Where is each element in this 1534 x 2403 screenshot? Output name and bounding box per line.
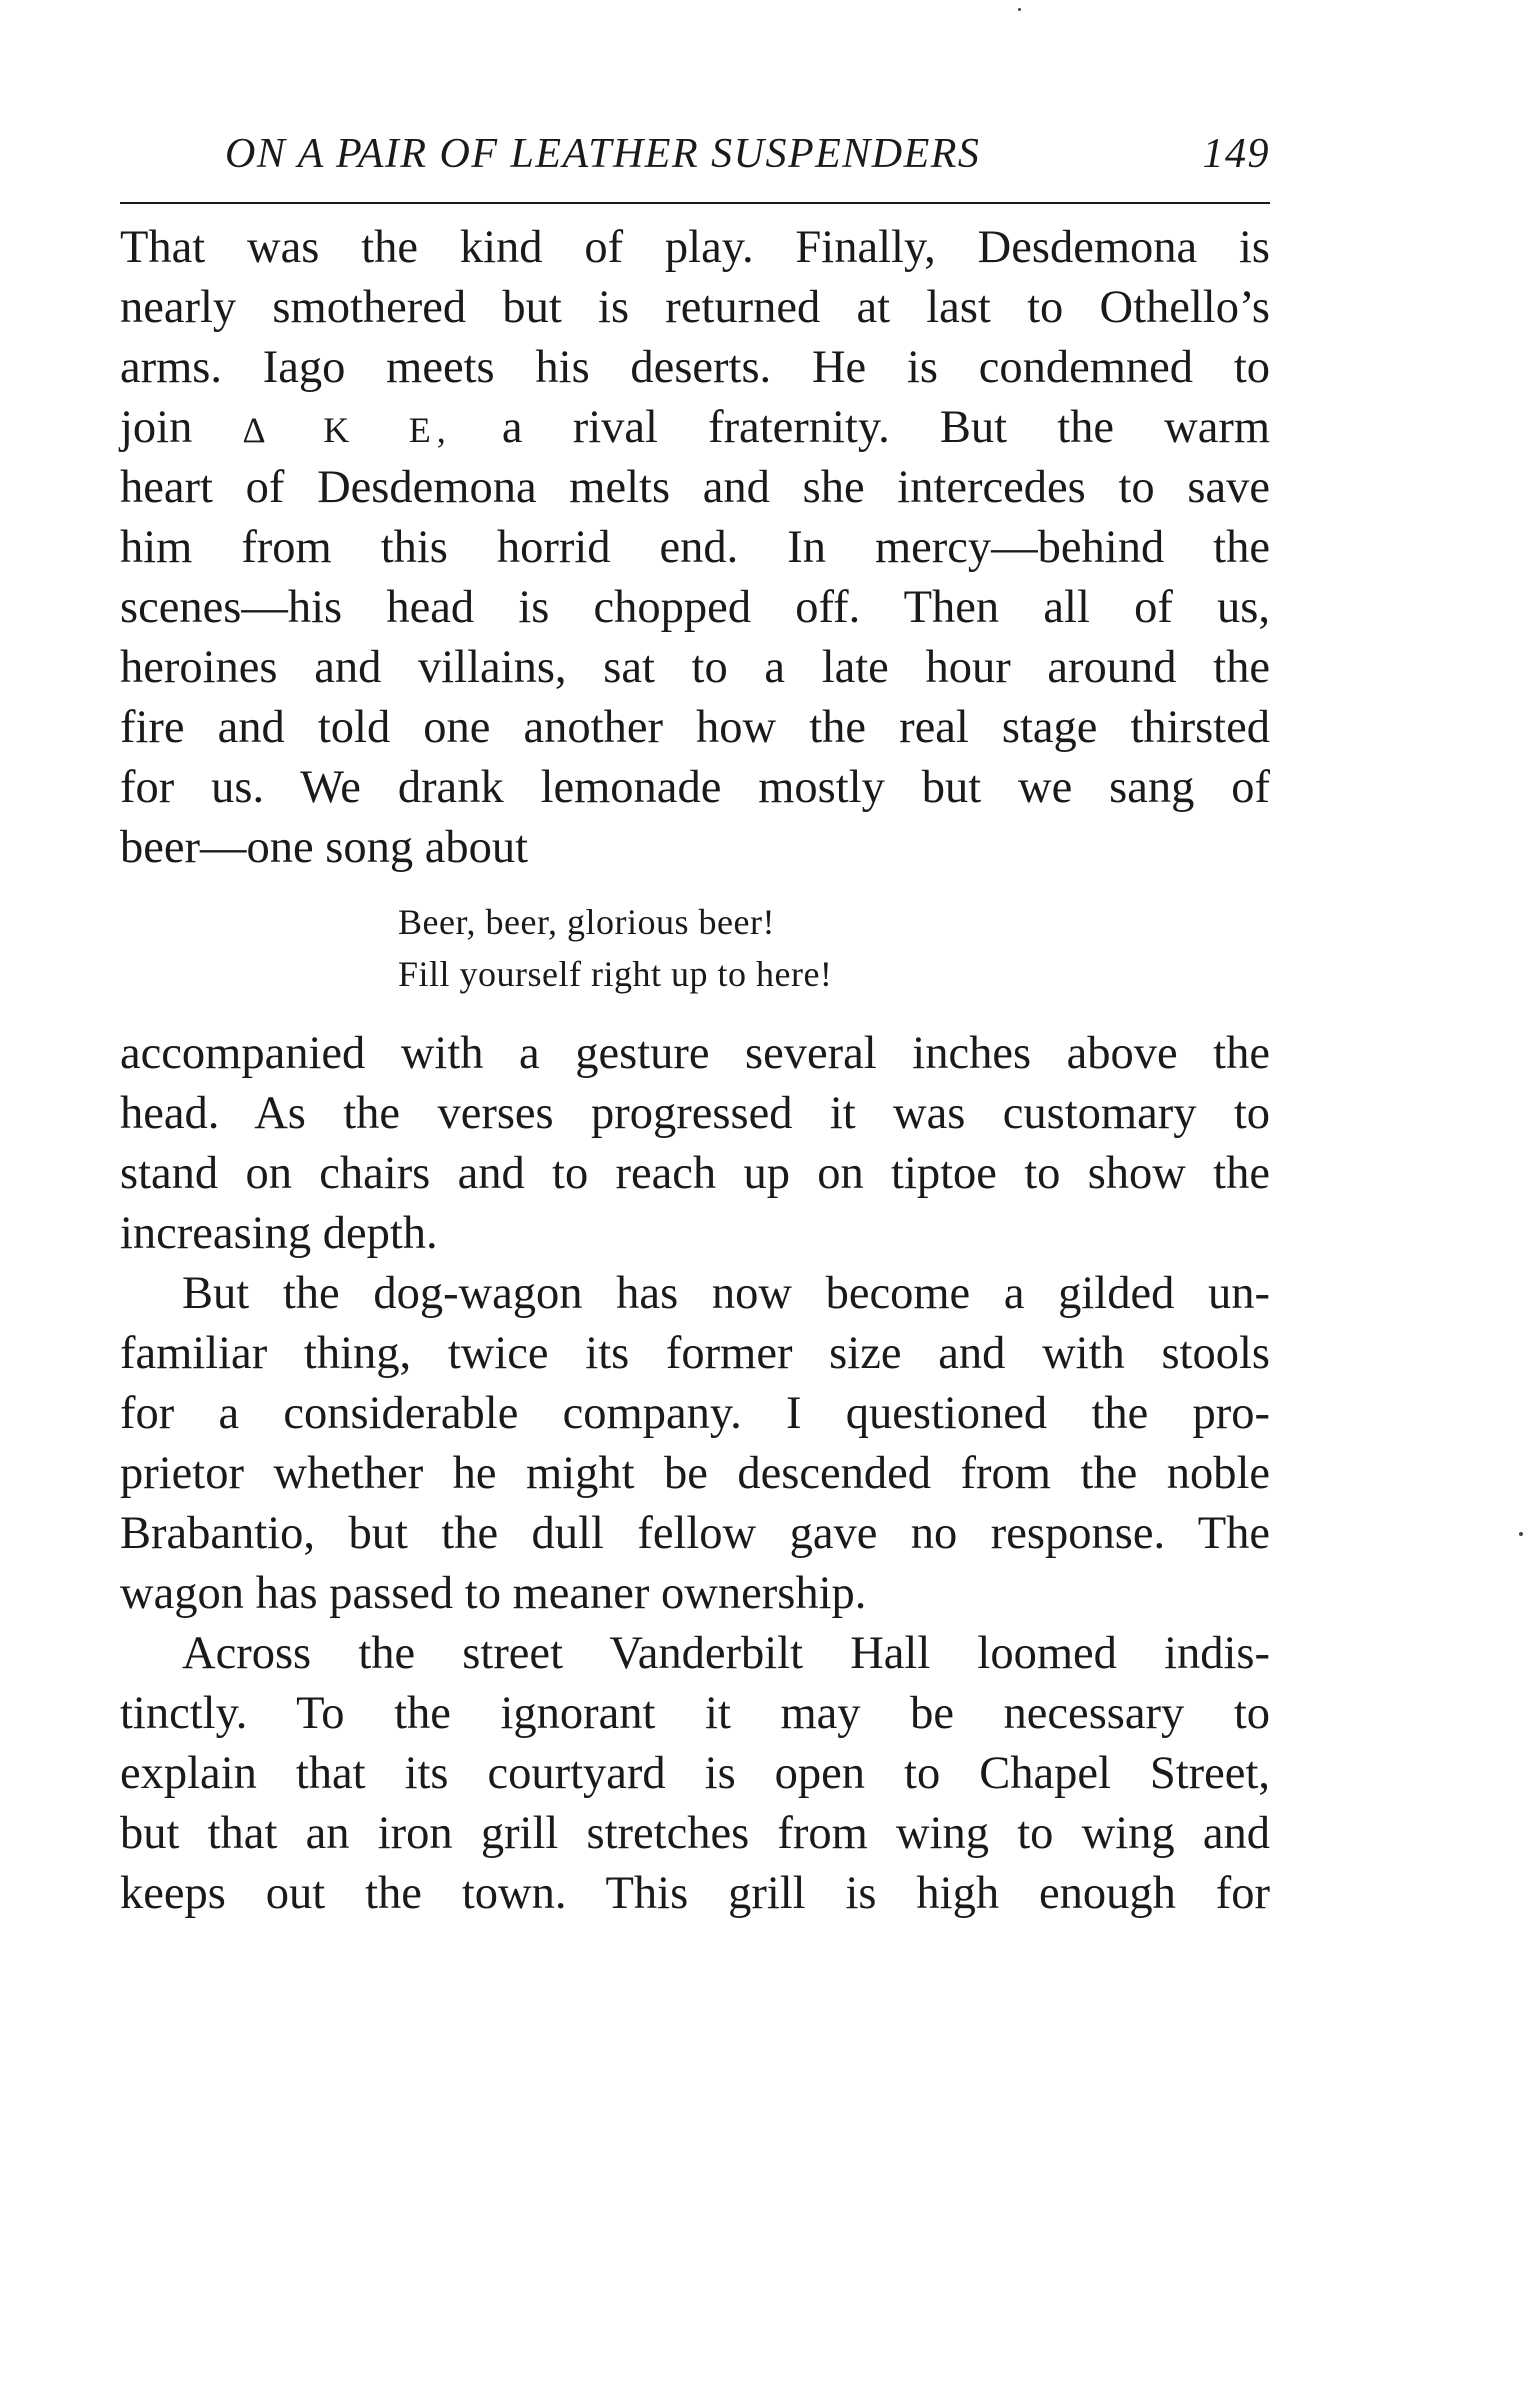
running-head-title: ON A PAIR OF LEATHER SUSPENDERS [225,131,981,177]
body-text [120,218,1270,1924]
text-line: scenes—his head is chopped off. Then all of us, [120,582,1270,633]
text-line: Across the street Vanderbilt Hall loomed indis- [182,1628,1270,1679]
paragraph-4 [120,1624,1270,1924]
fraternity-name: Δ K E, [242,410,452,450]
scan-speck [1519,1532,1523,1536]
text-line: nearly smothered but is returned at last to Othello’s [120,282,1270,333]
text-line: Brabantio, but the dull fellow gave no response. The [120,1508,1270,1559]
text-line: but that an iron grill stretches from wing to wing and [120,1808,1270,1859]
verse-line: Beer, beer, glorious beer! [398,902,775,942]
text-line: prietor whether he might be descended from the noble [120,1448,1270,1499]
text-fragment: join [120,402,193,453]
scan-speck [1018,8,1021,11]
text-line: But the dog-wagon has now become a gilded un- [182,1268,1270,1319]
text-fragment: a rival fraternity. But the warm [501,402,1271,453]
text-line-with-fraternity [120,398,1270,458]
text-line: familiar thing, twice its former size and with stools [120,1328,1270,1379]
text-line: beer—one song about [120,822,529,873]
text-line: accompanied with a gesture several inches above the [120,1028,1270,1079]
text-line: stand on chairs and to reach up on tiptoe to show the [120,1148,1270,1199]
page-number: 149 [1202,131,1270,177]
text-line: arms. Iago meets his deserts. He is condemned to [120,342,1270,393]
verse-line: Fill yourself right up to here! [398,954,833,994]
text-line: fire and told one another how the real stage thirsted [120,702,1270,753]
running-head [120,130,1270,190]
paragraph-1 [120,218,1270,878]
text-line: him from this horrid end. In mercy—behind the [120,522,1270,573]
text-line: wagon has passed to meaner ownership. [120,1568,867,1619]
verse-quote [398,896,1270,1000]
text-line: for a considerable company. I questioned the pro- [120,1388,1270,1439]
text-line: heroines and villains, sat to a late hour around the [120,642,1270,693]
text-line: tinctly. To the ignorant it may be necessary to [120,1688,1270,1739]
text-line: head. As the verses progressed it was customary to [120,1088,1270,1139]
text-line: increasing depth. [120,1208,438,1259]
header-rule [120,202,1270,204]
text-line: That was the kind of play. Finally, Desdemona is [120,222,1270,273]
book-page [120,130,1270,1924]
text-line: keeps out the town. This grill is high enough for [120,1868,1270,1919]
text-line: heart of Desdemona melts and she intercedes to save [120,462,1270,513]
text-line: explain that its courtyard is open to Chapel Street, [120,1748,1270,1799]
paragraph-2 [120,1024,1270,1264]
paragraph-3 [120,1264,1270,1624]
text-line: for us. We drank lemonade mostly but we sang of [120,762,1270,813]
